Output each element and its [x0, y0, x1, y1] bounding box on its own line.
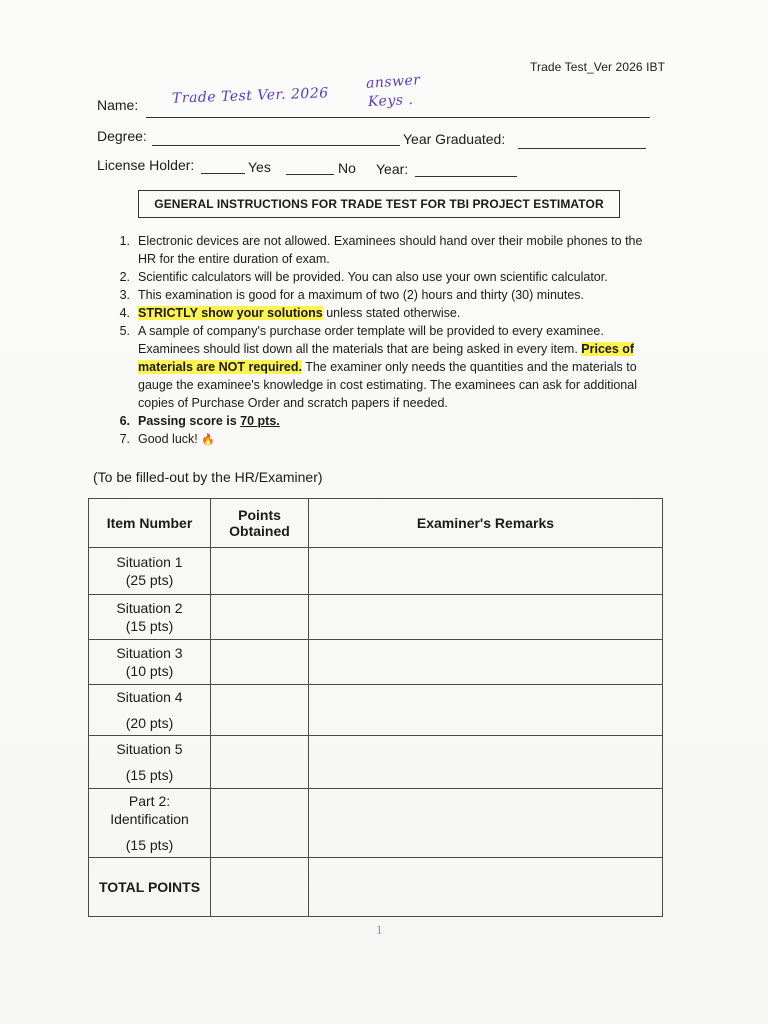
handwritten-keys: Keys . — [367, 91, 414, 111]
instruction-highlight: Prices of materials are NOT required. — [138, 342, 635, 374]
remarks-cell[interactable] — [309, 685, 663, 736]
remarks-cell[interactable] — [309, 595, 663, 640]
points-obtained-cell[interactable] — [211, 789, 309, 858]
instruction-text: Passing score is — [138, 414, 241, 428]
no-label: No — [338, 160, 356, 176]
instruction-number: 5. — [119, 324, 130, 338]
degree-field-line[interactable] — [152, 145, 400, 146]
item-name: Situation 2 — [116, 600, 183, 616]
item-cell — [89, 548, 211, 595]
instruction-item — [116, 304, 656, 322]
instructions-title: GENERAL INSTRUCTIONS FOR TRADE TEST FOR TBI PROJECT ESTIMATOR — [138, 190, 620, 218]
item-cell — [89, 685, 211, 736]
table-row — [89, 548, 663, 595]
remarks-cell[interactable] — [309, 736, 663, 789]
page-number: 1 — [376, 922, 383, 937]
document-code: Trade Test_Ver 2026 IBT — [530, 60, 666, 74]
item-name: Situation 1 — [116, 554, 183, 570]
instruction-text: Good luck! — [138, 432, 202, 446]
instruction-highlight: STRICTLY show your solutions — [138, 306, 323, 320]
instruction-text: Scientific calculators will be provided. You can also use your own scientific calculator. — [138, 270, 608, 284]
instruction-item — [116, 286, 656, 304]
instruction-item — [116, 430, 656, 449]
handwritten-name: Trade Test Ver. 2026 — [171, 85, 329, 107]
instruction-item — [116, 268, 656, 286]
item-name: Situation 3 — [116, 645, 183, 661]
item-points: (10 pts) — [125, 663, 174, 679]
score-table — [88, 498, 663, 917]
total-remarks-cell[interactable] — [309, 858, 663, 917]
instruction-text: A sample of company's purchase order template will be provided to every examinee. Examinees should list down all the materials that are being asked in every item. — [138, 324, 604, 356]
instructions-list — [116, 232, 656, 449]
item-name: Situation 5 — [116, 741, 183, 757]
name-label: Name: — [97, 97, 139, 113]
total-points-label: TOTAL POINTS — [89, 858, 211, 917]
item-cell — [89, 595, 211, 640]
item-cell — [89, 789, 211, 858]
item-points: (20 pts) — [125, 715, 174, 731]
name-field-line[interactable] — [146, 117, 650, 118]
remarks-cell[interactable] — [309, 789, 663, 858]
instruction-text: Electronic devices are not allowed. Examinees should hand over their mobile phones to the HR for the entire duration of exam. — [138, 234, 643, 266]
item-name: Situation 4 — [116, 689, 183, 705]
instruction-item — [116, 232, 656, 268]
fire-icon: 🔥 — [201, 434, 215, 446]
passing-score: 70 pts. — [240, 414, 280, 428]
header-points-obtained: Points Obtained — [211, 499, 309, 548]
table-row — [89, 736, 663, 789]
table-row-total — [89, 858, 663, 917]
fill-out-note: (To be filled-out by the HR/Examiner) — [93, 469, 323, 485]
instruction-text: The examiner only needs the quantities and the materials to gauge the examinee's knowledge in cost estimating. The examinees can ask for additional copies of Purchase Order and scratch papers if needed. — [138, 360, 637, 410]
points-obtained-cell[interactable] — [211, 595, 309, 640]
handwritten-answer: answer — [365, 72, 422, 92]
item-cell — [89, 640, 211, 685]
table-row — [89, 789, 663, 858]
instruction-number: 6. — [119, 414, 130, 428]
item-cell — [89, 736, 211, 789]
instruction-text: unless stated otherwise. — [322, 306, 461, 320]
year-graduated-label: Year Graduated: — [403, 131, 506, 147]
item-points: (15 pts) — [125, 837, 174, 853]
remarks-cell[interactable] — [309, 548, 663, 595]
year-field-line[interactable] — [415, 176, 517, 177]
table-row — [89, 640, 663, 685]
year-graduated-field-line[interactable] — [518, 148, 646, 149]
year-label: Year: — [376, 161, 409, 177]
header-examiner-remarks: Examiner's Remarks — [309, 499, 663, 548]
instruction-number: 3. — [119, 288, 130, 302]
remarks-cell[interactable] — [309, 640, 663, 685]
instruction-number: 4. — [119, 306, 130, 320]
table-header-row — [89, 499, 663, 548]
points-obtained-cell[interactable] — [211, 548, 309, 595]
instruction-item — [116, 412, 656, 430]
instruction-text: This examination is good for a maximum of two (2) hours and thirty (30) minutes. — [138, 288, 585, 302]
points-obtained-cell[interactable] — [211, 736, 309, 789]
degree-label: Degree: — [97, 128, 147, 144]
instruction-number: 2. — [119, 270, 130, 284]
total-points-cell[interactable] — [211, 858, 309, 917]
yes-label: Yes — [248, 159, 271, 175]
instruction-number: 7. — [119, 432, 130, 446]
yes-field-line[interactable] — [201, 173, 245, 174]
table-row — [89, 595, 663, 640]
license-holder-label: License Holder: — [97, 157, 195, 173]
header-item-number: Item Number — [89, 499, 211, 548]
instruction-item — [116, 322, 656, 412]
item-points: (15 pts) — [125, 618, 174, 634]
instruction-number: 1. — [119, 234, 130, 248]
item-points: (15 pts) — [125, 767, 174, 783]
item-name: Part 2: Identification — [110, 793, 189, 827]
table-row — [89, 685, 663, 736]
points-obtained-cell[interactable] — [211, 685, 309, 736]
points-obtained-cell[interactable] — [211, 640, 309, 685]
item-points: (25 pts) — [125, 572, 174, 588]
no-field-line[interactable] — [286, 174, 334, 175]
